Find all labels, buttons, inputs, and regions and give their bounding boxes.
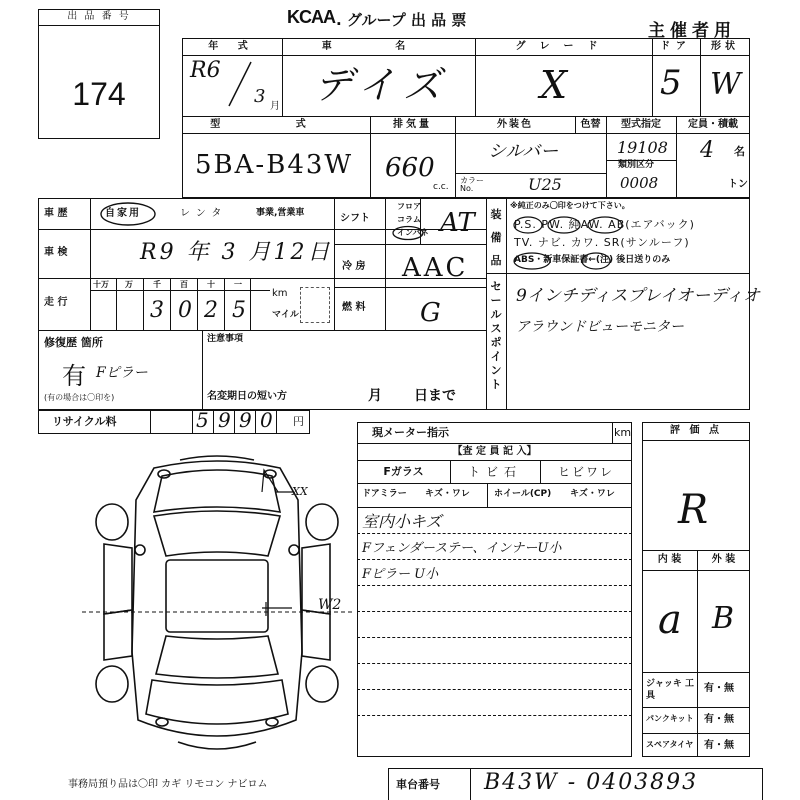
meter-label: 現メーター指示 <box>372 426 449 439</box>
history-option-private: 自家用 <box>105 208 141 219</box>
digit-header-10k: 万 <box>125 280 133 289</box>
type-designation-value: 19108 <box>617 138 668 157</box>
recycle-unit: 円 <box>293 415 304 428</box>
deadline-day: 日まで <box>414 388 456 404</box>
mileage-digit-100: 2 <box>204 298 218 323</box>
sales-point-1: 9インチディスプレイオーディオ <box>516 286 761 306</box>
category-value: 0008 <box>620 174 659 192</box>
tool-jack-value: 有・無 <box>704 683 734 694</box>
mileage-unit-km: km <box>272 288 288 299</box>
meter-unit: km <box>614 426 632 439</box>
year-era: R6 <box>190 58 221 83</box>
ac-value: AAC <box>402 253 469 283</box>
inspection-label: 車 検 <box>44 247 68 258</box>
month-unit: 月 <box>270 101 280 112</box>
recycle-digit-2: 9 <box>218 408 231 432</box>
rating-label: 評 価 点 <box>670 425 722 436</box>
recycle-digit-4: 0 <box>260 408 273 432</box>
exterior-label: 外 装 <box>711 554 736 565</box>
capacity-value: 4 <box>700 138 714 163</box>
load-unit: トン <box>728 179 748 190</box>
shift-option-column: コラム <box>397 215 421 224</box>
mile-checkbox <box>300 287 330 323</box>
recycle-label: リサイクル料 <box>52 415 117 428</box>
ac-label: 冷 房 <box>342 261 366 272</box>
history-selected-circle <box>98 201 158 227</box>
year-slash <box>225 60 255 110</box>
recycle-digit-3: 9 <box>239 408 252 432</box>
inspector-title: 【査 定 員 記 入】 <box>452 446 537 457</box>
shift-option-panel: インパネ <box>397 228 429 237</box>
equipment-label: 装 備 品 <box>490 208 502 267</box>
digit-header-10: 十 <box>207 280 215 289</box>
mileage-digit-10k: 3 <box>150 298 164 323</box>
car-diagram <box>82 452 352 758</box>
history-label: 車 歴 <box>44 208 68 219</box>
digit-header-100k: 十万 <box>93 280 109 289</box>
mileage-digit-10: 5 <box>232 298 246 323</box>
sales-points-label: セ ー ル ス ポ イ ン ト <box>490 280 502 391</box>
exterior-color-label: 外装色 <box>497 119 533 130</box>
color-no-value: U25 <box>528 175 562 194</box>
color-no-label: カラー No. <box>460 176 484 193</box>
form-title: . グループ 出 品 票 <box>336 11 467 29</box>
mileage-digit-1k: 0 <box>178 298 192 323</box>
year-month: 3 <box>254 86 266 107</box>
shape-label: 形状 <box>711 41 739 52</box>
interior-value: a <box>658 597 682 643</box>
inspector-crack: ヒビワレ <box>557 465 614 479</box>
exterior-value: B <box>712 601 735 636</box>
shift-label: シフト <box>340 213 370 224</box>
equipment-circles <box>508 212 748 274</box>
name-label: 車 名 <box>321 41 436 52</box>
cc-unit: c.c. <box>433 182 449 192</box>
inspector-comment-1: 室内小キズ <box>362 512 442 531</box>
tool-jack-label: ジャッキ 工 具 <box>646 679 694 701</box>
digit-header-1k: 千 <box>153 280 161 289</box>
vehicle-name: デイズ <box>314 63 449 107</box>
diagram-mark-xx: XX <box>292 485 308 498</box>
grade-label: グレード <box>515 41 612 52</box>
shape-value: W <box>710 67 741 102</box>
recycle-digit-1: 5 <box>196 408 209 432</box>
notes-label: 注意事項 <box>207 334 244 344</box>
tool-puncture-label: パンクキット <box>646 714 694 723</box>
shift-selected-circle <box>391 225 425 241</box>
equipment-row-1: P.S. PW. 純AW. AB(エアバック) <box>514 218 695 231</box>
equipment-row-2: TV. ナビ. カワ. SR(サンルーフ) <box>514 236 690 249</box>
shift-value: AT <box>440 208 475 238</box>
exterior-color-value: シルバー <box>488 141 559 162</box>
chassis-label: 車台番号 <box>396 778 440 791</box>
tool-spare-label: スペアタイヤ <box>646 740 694 749</box>
lot-number-box <box>38 9 160 139</box>
equipment-row-3: ABS・新車保証書←(注) 後日送りのみ <box>514 255 671 265</box>
inspector-wheel: ホイール(CP) <box>494 489 552 499</box>
doors-value: 5 <box>660 63 682 103</box>
capacity-label: 定員・積載 <box>688 119 738 130</box>
inspector-glass: Fガラス <box>383 465 424 478</box>
lot-number: 174 <box>72 76 126 112</box>
model-label: 型 式 <box>210 119 342 130</box>
displacement-label: 排気量 <box>393 119 432 130</box>
brand-logo: KCAA <box>287 7 335 27</box>
inspector-mirror-damage: キズ・ワレ <box>425 489 470 499</box>
grade-value: X <box>540 63 568 107</box>
history-option-rental: レンタ <box>180 208 228 219</box>
equipment-note: ※純正のみ〇印をつけて下さい。 <box>510 201 630 210</box>
diagram-mark-w2: W2 <box>318 597 342 613</box>
shift-option-floor: フロア <box>397 202 421 211</box>
lot-number-label: 出 品 番 号 <box>67 11 131 22</box>
deadline-month: 月 <box>368 388 382 404</box>
deadline-label: 名変期日の短い方 <box>207 391 287 402</box>
capacity-unit: 名 <box>734 145 745 158</box>
inspector-wheel-damage: キズ・ワレ <box>570 489 615 499</box>
type-designation-label: 型式指定 <box>621 119 661 130</box>
history-option-business: 事業,営業車 <box>256 208 305 218</box>
inspector-comment-3: Fピラー U小 <box>362 567 439 582</box>
inspector-mirror: ドアミラー <box>362 489 407 499</box>
color-change-label: 色替 <box>580 119 601 130</box>
mileage-unit-mile: マイル <box>272 310 299 320</box>
tool-spare-value: 有・無 <box>704 740 734 751</box>
displacement-value: 660 <box>385 153 435 183</box>
digit-header-1: 一 <box>234 280 242 289</box>
interior-label: 内 装 <box>657 554 682 565</box>
mileage-label: 走 行 <box>44 297 68 308</box>
category-label: 類別区分 <box>618 160 655 170</box>
rating-value: R <box>678 487 709 533</box>
digit-header-100: 百 <box>180 280 188 289</box>
repair-note: (有の場合は〇印を) <box>44 393 115 402</box>
sales-point-2: アラウンドビューモニター <box>516 319 684 335</box>
organizer-label: 主催者用 <box>648 21 736 41</box>
fuel-label: 燃 料 <box>342 302 366 313</box>
repair-value: 有 <box>62 362 86 390</box>
chassis-value: B43W - 0403893 <box>484 770 699 795</box>
model-value: 5BA-B43W <box>195 150 354 180</box>
tool-puncture-value: 有・無 <box>704 714 734 725</box>
doors-label: ドア <box>660 41 692 52</box>
year-label: 年 式 <box>208 41 256 52</box>
office-note: 事務局預り品は〇印 カギ リモコン ナビロム <box>68 779 268 790</box>
inspector-chip: トビ石 <box>467 465 522 479</box>
repair-detail: Fピラー <box>96 365 148 381</box>
inspection-value: R9 年 3 月12日 <box>140 240 333 265</box>
fuel-value: G <box>420 298 441 328</box>
repair-label: 修復歴 箇所 <box>44 336 103 349</box>
inspector-comment-2: Fフェンダーステー、インナーU小 <box>362 541 562 556</box>
